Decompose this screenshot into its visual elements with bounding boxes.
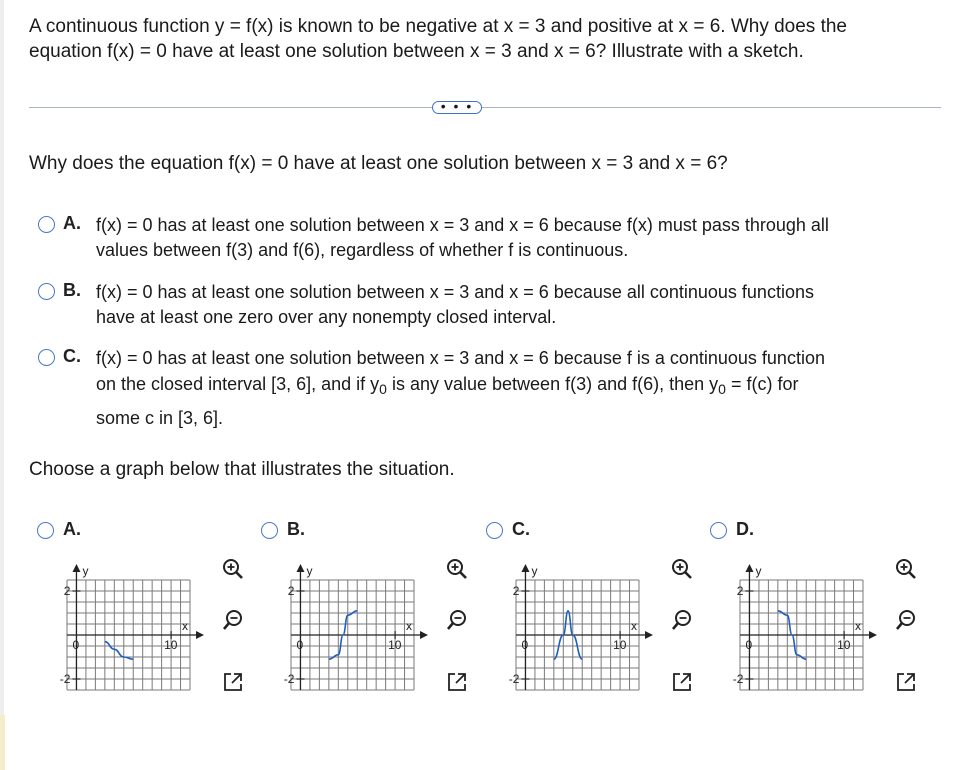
option-a-line-2: values between f(3) and f(6), regardless of whether f is continuous.	[96, 240, 629, 260]
expand-button[interactable]: • • •	[432, 101, 482, 114]
x-tick-label-10: 10	[613, 638, 627, 652]
y-axis-arrow	[72, 564, 80, 572]
option-b-line-1: f(x) = 0 has at least one solution between x = 3 and x = 6 because all continuous functions	[96, 282, 814, 302]
y-tick-label-bottom: -2	[59, 672, 71, 686]
graph-c-popout-icon[interactable]	[671, 671, 693, 693]
option-c-line-1: f(x) = 0 has at least one solution between x = 3 and x = 6 because f is a continuous function	[96, 348, 825, 368]
y-tick-label-top: 2	[287, 584, 295, 598]
option-a-line-1: f(x) = 0 has at least one solution between x = 3 and x = 6 because f(x) must pass through all	[96, 215, 829, 235]
option-c-text	[96, 346, 916, 431]
y-axis-label: y	[755, 564, 762, 578]
graph-a-letter: A.	[63, 519, 81, 539]
x-axis-label: x	[855, 619, 861, 633]
left-border-accent	[0, 715, 5, 770]
y-tick-label-bottom: -2	[508, 672, 520, 686]
section-divider	[29, 107, 941, 108]
option-c-line-2c: = f(c) for	[725, 374, 799, 394]
option-a-letter: A.	[63, 213, 81, 233]
y-tick-label-bottom: -2	[283, 672, 295, 686]
option-c-subscript-2: 0	[718, 381, 726, 397]
graph-a-zoom-out-icon[interactable]	[222, 609, 244, 631]
graph-a-popout-icon[interactable]	[222, 671, 244, 693]
graph-d-popout-icon[interactable]	[895, 671, 917, 693]
sub-question: Why does the equation f(x) = 0 have at least one solution between x = 3 and x = 6?	[29, 153, 728, 174]
option-b-radio[interactable]	[38, 283, 55, 300]
x-axis-arrow	[420, 631, 428, 639]
option-a[interactable]	[38, 213, 918, 265]
option-c-subscript-1: 0	[379, 381, 387, 397]
y-tick-label-bottom: -2	[732, 672, 744, 686]
option-a-text	[96, 213, 916, 263]
graph-b-radio[interactable]	[261, 522, 278, 539]
graph-a-zoom-in-icon[interactable]	[222, 558, 244, 580]
y-axis-label: y	[531, 564, 538, 578]
graph-a-radio[interactable]	[37, 522, 54, 539]
graph-c-zoom-in-icon[interactable]	[671, 558, 693, 580]
x-tick-label-10: 10	[837, 638, 851, 652]
origin-label: 0	[72, 638, 80, 652]
x-axis-label: x	[406, 619, 412, 633]
x-tick-label-10: 10	[164, 638, 178, 652]
option-c-letter: C.	[63, 346, 81, 366]
x-axis-label: x	[182, 619, 188, 633]
question-line-2: equation f(x) = 0 have at least one solution between x = 3 and x = 6? Illustrate with a sketch.	[29, 41, 804, 62]
graph-d-zoom-out-icon[interactable]	[895, 609, 917, 631]
option-a-radio[interactable]	[38, 216, 55, 233]
x-axis-arrow	[645, 631, 653, 639]
graph-b-zoom-in-icon[interactable]	[446, 558, 468, 580]
graph-d-zoom-in-icon[interactable]	[895, 558, 917, 580]
x-axis-label: x	[631, 619, 637, 633]
y-axis-arrow	[296, 564, 304, 572]
y-axis-label: y	[82, 564, 89, 578]
y-axis-arrow	[745, 564, 753, 572]
graph-c[interactable]	[474, 553, 644, 698]
y-axis-label: y	[306, 564, 313, 578]
graph-a[interactable]	[25, 553, 195, 698]
option-b[interactable]	[38, 280, 918, 332]
left-border	[0, 0, 4, 770]
x-tick-label-10: 10	[388, 638, 402, 652]
graph-d-radio[interactable]	[710, 522, 727, 539]
origin-label: 0	[521, 638, 529, 652]
y-tick-label-top: 2	[736, 584, 744, 598]
origin-label: 0	[745, 638, 753, 652]
y-tick-label-top: 2	[512, 584, 520, 598]
graph-b-popout-icon[interactable]	[446, 671, 468, 693]
y-axis-arrow	[521, 564, 529, 572]
option-c-line-3: some c in [3, 6].	[96, 408, 224, 428]
graph-d[interactable]	[698, 553, 868, 698]
origin-label: 0	[296, 638, 304, 652]
option-c[interactable]	[38, 346, 918, 431]
graph-b[interactable]	[249, 553, 419, 698]
x-axis-arrow	[196, 631, 204, 639]
question-line-1: A continuous function y = f(x) is known to be negative at x = 3 and positive at x = 6. Why does the	[29, 16, 848, 37]
graph-b-zoom-out-icon[interactable]	[446, 609, 468, 631]
option-b-letter: B.	[63, 280, 81, 300]
option-c-line-2b: is any value between f(3) and f(6), then y	[386, 374, 719, 394]
question-text	[29, 14, 929, 64]
graph-b-letter: B.	[287, 519, 305, 539]
option-c-radio[interactable]	[38, 349, 55, 366]
choose-graph-prompt: Choose a graph below that illustrates the situation.	[29, 459, 455, 480]
option-c-line-2a: on the closed interval [3, 6], and if y	[96, 374, 380, 394]
graph-c-radio[interactable]	[486, 522, 503, 539]
graph-c-letter: C.	[512, 519, 530, 539]
graph-d-letter: D.	[736, 519, 754, 539]
y-tick-label-top: 2	[63, 584, 71, 598]
option-c-line-2	[96, 372, 916, 398]
graph-c-zoom-out-icon[interactable]	[671, 609, 693, 631]
option-b-line-2: have at least one zero over any nonempty closed interval.	[96, 307, 557, 327]
x-axis-arrow	[869, 631, 877, 639]
option-b-text	[96, 280, 916, 330]
